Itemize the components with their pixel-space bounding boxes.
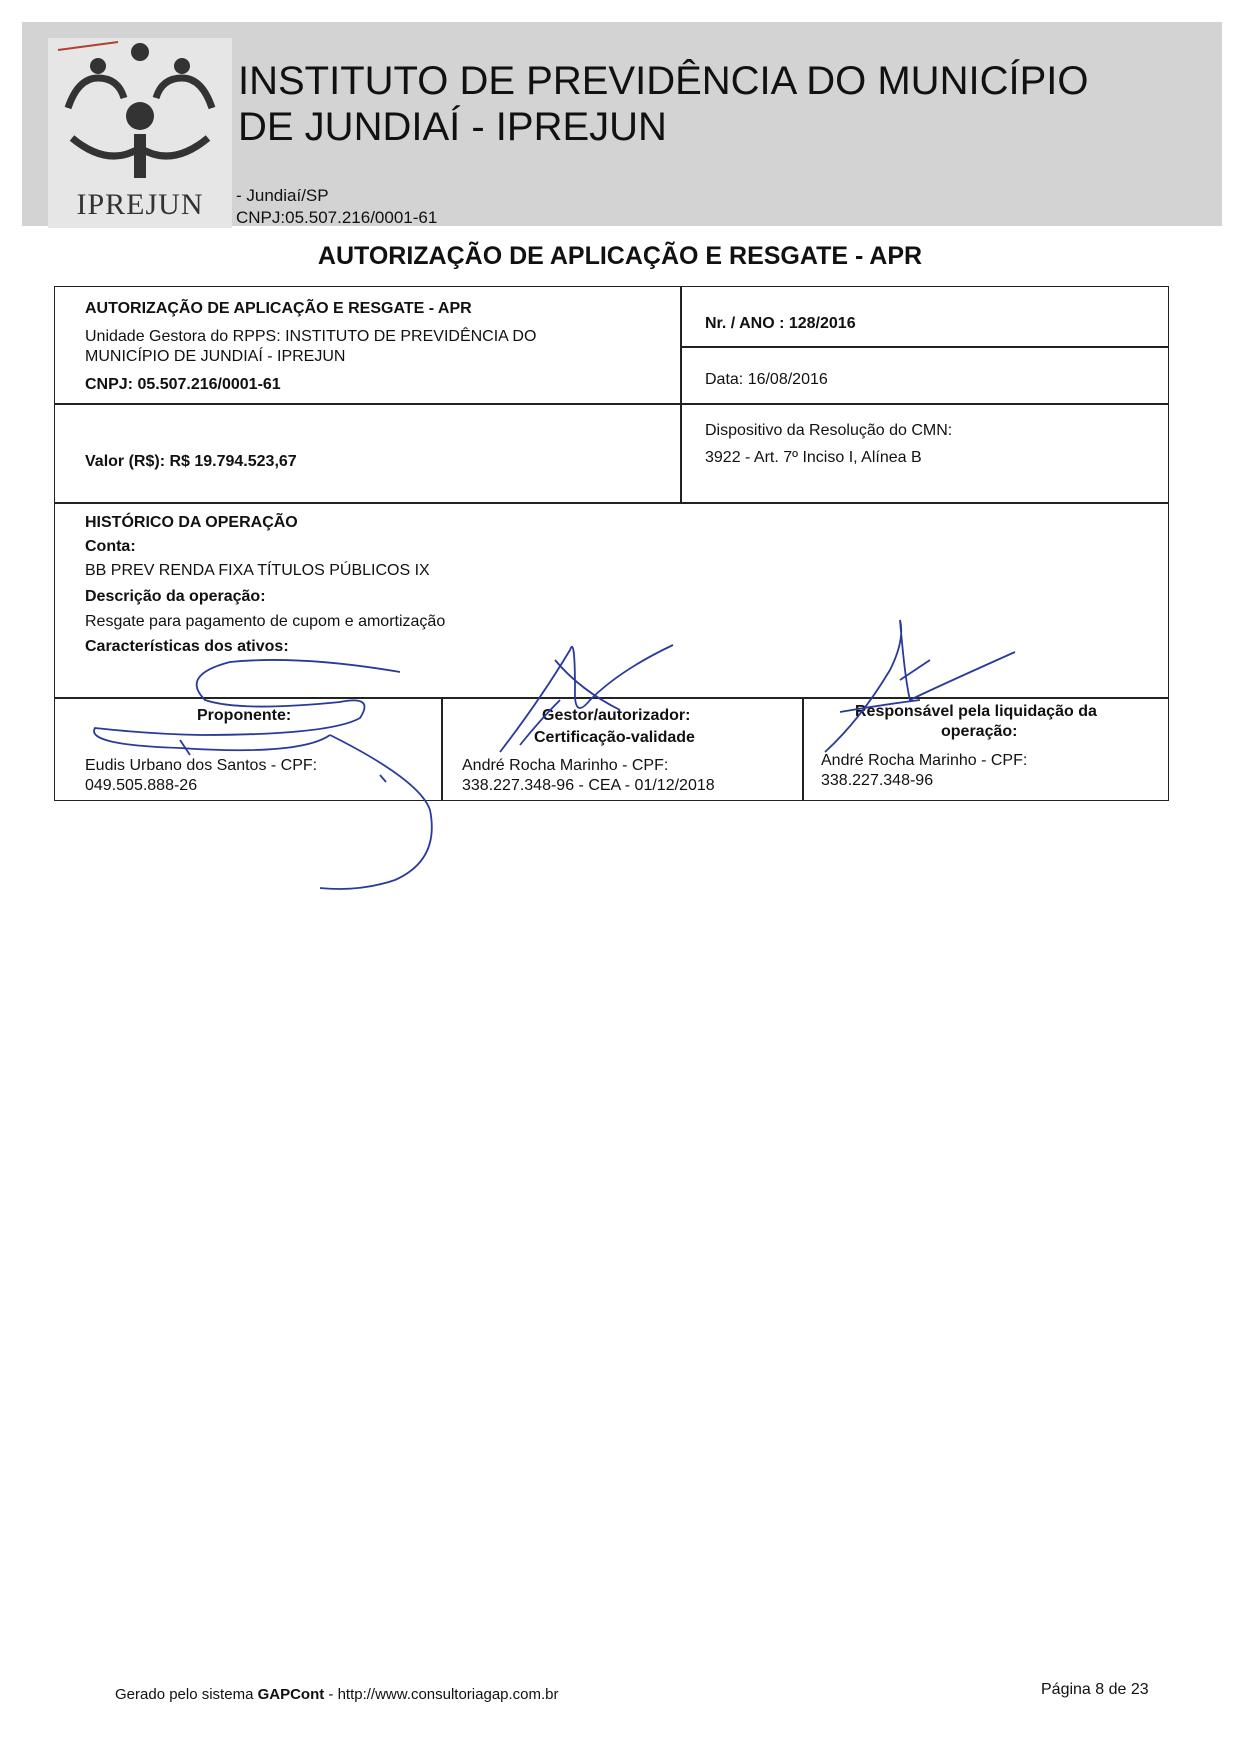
responsavel-signature (825, 620, 1018, 752)
unidade-cnpj: CNPJ: 05.507.216/0001-61 (85, 376, 281, 393)
caracteristicas-label: Características dos ativos: (85, 638, 289, 655)
gestor-name: André Rocha Marinho - CPF: (462, 757, 669, 774)
nr-ano: Nr. / ANO : 128/2016 (705, 315, 856, 332)
gestor-certification-label: Certificação-validade (534, 729, 695, 746)
page-number: Página 8 de 23 (1041, 1681, 1149, 1698)
institution-cnpj: CNPJ:05.507.216/0001-61 (236, 208, 438, 227)
institution-title-line2: DE JUNDIAÍ - IPREJUN (238, 105, 667, 149)
unidade-gestora-line1: Unidade Gestora do RPPS: INSTITUTO DE PREVIDÊNCIA DO (85, 328, 537, 345)
dispositivo-value: 3922 - Art. 7º Inciso I, Alínea B (705, 449, 922, 466)
gestor-cpf: 338.227.348-96 - CEA - 01/12/2018 (462, 777, 715, 794)
responsavel-label-line2: operação: (941, 723, 1018, 740)
logo-text: IPREJUN (76, 188, 204, 221)
conta-value: BB PREV RENDA FIXA TÍTULOS PÚBLICOS IX (85, 562, 430, 579)
valor-total: Valor (R$): R$ 19.794.523,67 (85, 453, 297, 470)
conta-label: Conta: (85, 538, 136, 555)
historico-title: HISTÓRICO DA OPERAÇÃO (85, 514, 298, 531)
document-title: AUTORIZAÇÃO DE APLICAÇÃO E RESGATE - APR (317, 242, 923, 270)
responsavel-name: André Rocha Marinho - CPF: (821, 752, 1028, 769)
footer-url: - http://www.consultoriagap.com.br (324, 1686, 559, 1703)
gestor-label: Gestor/autorizador: (542, 707, 691, 724)
institution-city: - Jundiaí/SP (236, 186, 329, 205)
footer-system-name: GAPCont (257, 1686, 325, 1703)
responsavel-cpf: 338.227.348-96 (821, 772, 934, 789)
institution-title-line1: INSTITUTO DE PREVIDÊNCIA DO MUNICÍPIO (238, 59, 1089, 103)
proponente-name: Eudis Urbano dos Santos - CPF: (85, 757, 318, 774)
responsavel-label-line1: Responsável pela liquidação da (855, 703, 1097, 720)
unidade-gestora-line2: MUNICÍPIO DE JUNDIAÍ - IPREJUN (85, 348, 346, 365)
descricao-label: Descrição da operação: (85, 588, 266, 605)
proponente-signature (94, 660, 432, 889)
footer-generated-by (115, 1686, 559, 1703)
dispositivo-label: Dispositivo da Resolução do CMN: (705, 422, 953, 439)
descricao-value: Resgate para pagamento de cupom e amortização (85, 613, 446, 630)
operation-date: Data: 16/08/2016 (705, 371, 828, 388)
gestor-signature (500, 645, 673, 752)
footer-prefix: Gerado pelo sistema (115, 1686, 258, 1703)
proponente-cpf: 049.505.888-26 (85, 777, 198, 794)
proponente-label: Proponente: (197, 707, 292, 724)
box-title: AUTORIZAÇÃO DE APLICAÇÃO E RESGATE - APR (85, 300, 472, 317)
